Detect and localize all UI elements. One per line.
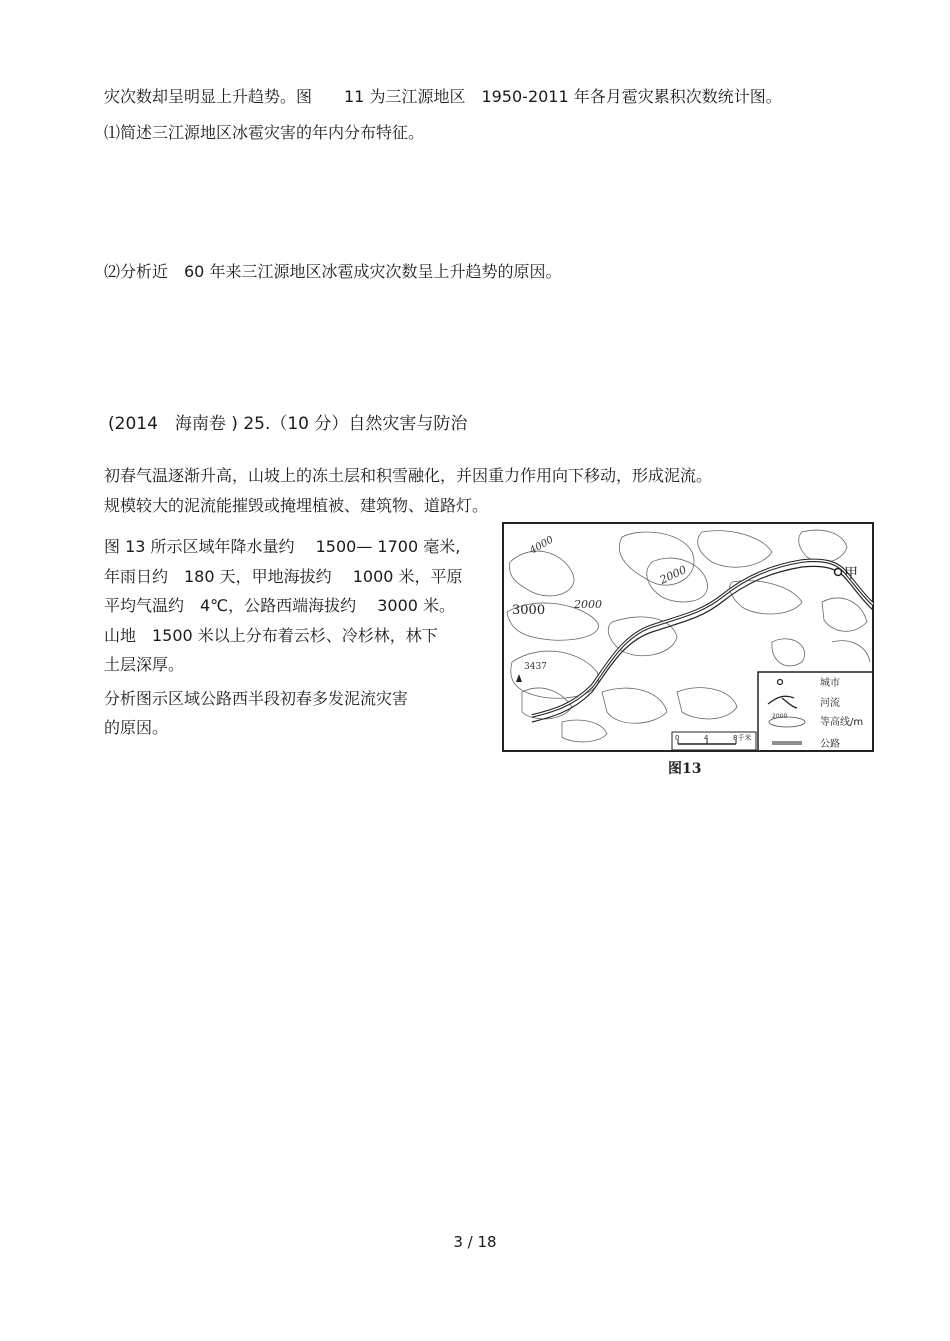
contour-label: 4000 (528, 534, 556, 557)
section-header: (2014 海南卷 ) 25.（10 分）自然灾害与防治 (108, 414, 468, 434)
figure-caption: 图13 (668, 761, 702, 777)
contour-label: 2000 (657, 563, 689, 587)
scale-label: 0 (675, 734, 680, 742)
legend-label: 河流 (820, 698, 840, 709)
legend-label: 城市 (820, 678, 840, 689)
contour-label: 2000 (574, 598, 602, 611)
topographic-map (502, 522, 875, 754)
legend-contour-sample: 2000 (772, 713, 788, 720)
side-text-line: 图 13 所示区域年降水量约 1500— 1700 毫米, (104, 537, 461, 556)
scale-bar (672, 732, 756, 750)
intro-text-line: 初春气温逐渐升高，山坡上的冻土层和积雪融化，并因重力作用向下移动，形成泥流。 (104, 466, 713, 485)
side-text (104, 532, 484, 743)
side-text-line: 年雨日约 180 天，甲地海拔约 1000 米，平原 (104, 566, 463, 586)
side-text-line: 土层深厚。 (104, 655, 185, 674)
legend-label: 等高线/m (820, 717, 864, 728)
question-2: ⑵分析近 60 年来三江源地区冰雹成灾次数呈上升趋势的原因。 (104, 262, 562, 281)
legend-label: 公路 (820, 739, 840, 750)
city-marker (835, 569, 842, 576)
page-number: 3 / 18 (453, 1233, 497, 1251)
intro-text-line: 规模较大的泥流能摧毁或掩埋植被、建筑物、道路灯。 (104, 496, 489, 515)
city-label: 甲 (844, 566, 858, 582)
scale-label: 8千米 (733, 734, 752, 742)
scale-label: 4 (704, 734, 709, 742)
contour-label: 3000 (512, 603, 546, 618)
legend-city-icon (778, 680, 783, 685)
question-text-line: 的原因。 (104, 718, 169, 737)
side-text-line: 山地 1500 米以上分布着云杉、冷杉林，林下 (104, 625, 438, 645)
peak-label: 3437 (524, 662, 547, 672)
question-text-line: 分析图示区域公路西半段初春多发泥流灾害 (104, 688, 409, 708)
question-1: ⑴简述三江源地区冰雹灾害的年内分布特征。 (104, 123, 425, 142)
side-text-line: 平均气温约 4℃，公路西端海拔约 3000 米。 (104, 596, 456, 615)
body-text-line: 灾次数却呈明显上升趋势。图 11 为三江源地区 1950-2011 年各月雹灾累积次数统计图。 (104, 87, 782, 106)
